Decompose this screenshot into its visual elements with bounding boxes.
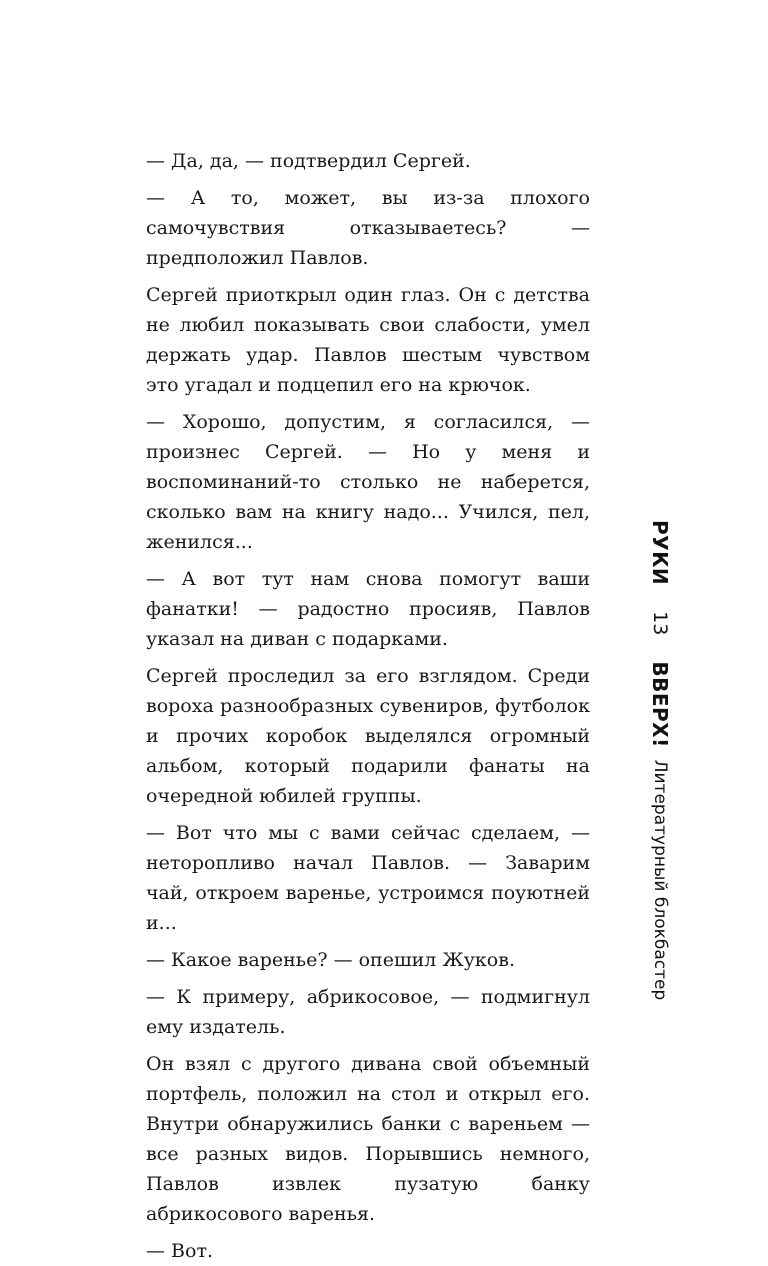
paragraph: — А то, может, вы из-за плохого самочувствия отказываетесь? — предположил Павлов. xyxy=(146,187,590,269)
paragraph: — Какое варенье? — опешил Жуков. xyxy=(146,949,515,971)
page-number: 13 xyxy=(649,611,671,636)
series-title-part2: ВВЕРХ! xyxy=(648,661,672,748)
paragraph: — Вот что мы с вами сейчас сделаем, — неторопливо начал Павлов. — Заварим чай, откроем варенье, устроимся поуютней и... xyxy=(146,822,590,934)
series-title-part1: РУКИ xyxy=(648,520,672,586)
running-head-rotated xyxy=(648,520,672,1000)
paragraph: — Хорошо, допустим, я согласился, — произнес Сергей. — Но у меня и воспоминаний-то столько не наберется, сколько вам на книгу надо... Учился, пел, женился... xyxy=(146,411,590,553)
paragraph: — Вот. xyxy=(146,1240,213,1262)
paragraph: — К примеру, абрикосовое, — подмигнул ему издатель. xyxy=(146,986,590,1038)
paragraph: — Да, да, — подтвердил Сергей. xyxy=(146,150,471,172)
paragraph: — А вот тут нам снова помогут ваши фанатки! — радостно просияв, Павлов указал на диван с подарками. xyxy=(146,568,590,650)
running-head xyxy=(610,520,690,1001)
body-text xyxy=(146,146,590,1266)
paragraph: Сергей приоткрыл один глаз. Он с детства не любил показывать свои слабости, умел держать удар. Павлов шестым чувством это угадал и подцепил его на крючок. xyxy=(146,284,590,396)
paragraph: Он взял с другого дивана свой объемный портфель, положил на стол и открыл его. Внутри обнаружились банки с вареньем — все разных видов. Порывшись немного, Павлов извлек пузатую банку абрикосового варенья. xyxy=(146,1053,590,1225)
series-subtitle: Литературный блокбастер xyxy=(650,759,670,1001)
paragraph: Сергей проследил за его взглядом. Среди вороха разнообразных сувениров, футболок и прочих коробок выделялся огромный альбом, который подарили фанаты на очередной юбилей группы. xyxy=(146,665,590,807)
